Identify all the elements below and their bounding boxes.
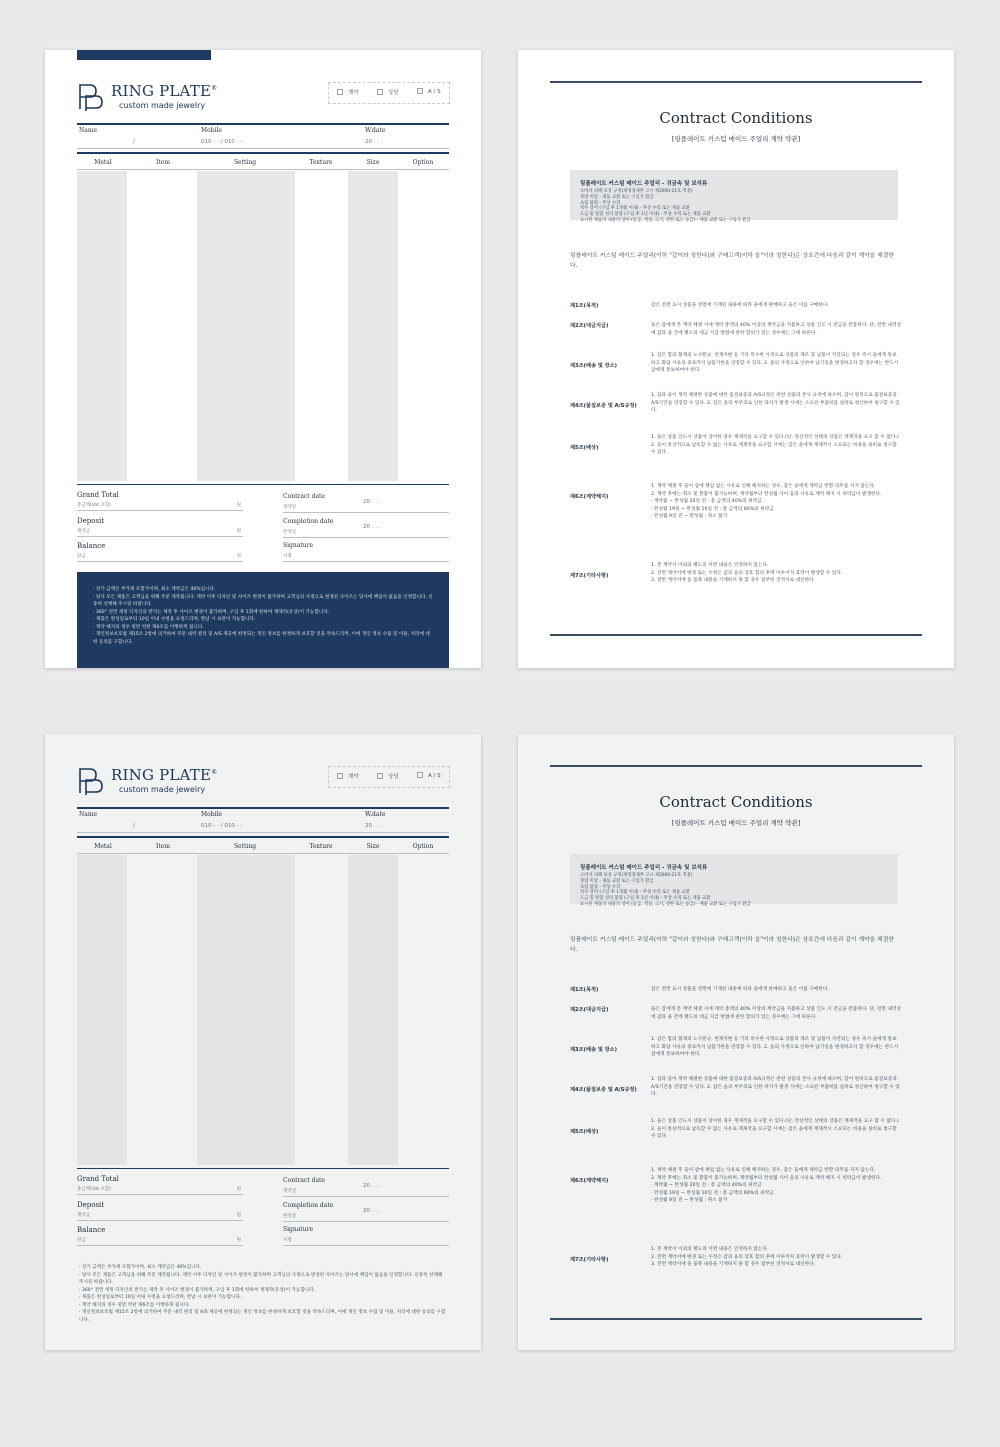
compensation-box: 링플레이트 커스텀 메이드 주얼리 - 귀금속 및 보석류 소비자 피해 보상 규정(재정경제부 고시 제2000-21호 적용) 정량 미달 - 제품 교환 또는 구입가 환급 초립 불량 - 무상 수리 치수 상이 (구입 후 1개월 이내) - 무상 수리 또는 제품 교환 도금 및 탈합 성의 불량 (구입 후 1년 이내) - 무상 수리 또는 제품 교환 표시된 제품의 내용의 상이 (등급, 색상, 크기, 전한 또는 등급) - 제품 교환 또는 구입가 환급 — [570, 854, 898, 904]
metal-column — [77, 171, 127, 481]
col-metal: Metal — [94, 843, 112, 850]
grand-total-row[interactable]: Grand Total 총금액(Vat 포함) 원 — [77, 487, 243, 511]
wdate-field[interactable]: 20 . . . — [365, 139, 383, 145]
type-checkboxes — [328, 82, 450, 104]
type-checkboxes — [328, 766, 450, 788]
checkbox-consult[interactable]: 상담 — [377, 88, 399, 96]
checkbox-contract[interactable]: 계약 — [337, 772, 359, 780]
col-size: Size — [366, 159, 380, 166]
mobile-label: Mobile — [201, 811, 222, 818]
accent-bar — [77, 50, 211, 60]
customer-info-row — [77, 123, 449, 149]
checkbox-consult[interactable]: 상담 — [377, 772, 399, 780]
ring-plate-logo-icon — [77, 82, 105, 112]
top-rule — [550, 765, 922, 767]
col-option: Option — [412, 843, 434, 850]
deposit-row[interactable]: Deposit 계약금 원 — [77, 1197, 243, 1221]
customer-info-row — [77, 807, 449, 833]
terms-notes-light: · 상기 금액은 부가세 포함가이며, 최소 계약금은 40%입니다. · 당사 모든 제품은 고객님을 위해 주문 제작됩니다. 계약 이후 디자인 및 사이즈 변경이 불가하며 고객님의 사정으로 변경된 사이즈는 당사에 책임이 없음을 인정합니다. 신중히 선택해 주시길 바랍니다. · 360° 전면 세팅 디자인의 반지는 제작 후 사이즈 변경이 불가하며, 구입 후 1회에 한하여 재제작(유상)이 가능합니다. · 제품은 완성일로부터 10일 이내 수령을 요청드리며, 완납 시 보관이 가능합니다. · 계약 해지의 경우 뒷면 약관 제6조를 이행하게 됩니다. · 개인정보보호법 제15조 2항에 의거하여 주문 내역 관리 및 A/S 제공에 한정되는 개인 정보를 한정하게 보호할 것을 약속드리며, 이에 개인 정보 수집 및 이용, 처리에 대한 동의를 구합니다. — [79, 1265, 446, 1323]
brand-name: RING PLATE — [111, 82, 212, 100]
top-rule — [550, 81, 922, 83]
col-setting: Setting — [233, 843, 257, 850]
order-form-sheet-top — [45, 50, 481, 668]
setting-column — [197, 171, 295, 481]
order-table-header — [77, 152, 449, 170]
contract-subtitle: [링플레이트 커스텀 메이드 주얼리 계약 약관] — [671, 135, 801, 143]
brand-trademark: ® — [211, 769, 218, 776]
completion-date-row[interactable]: Completion date 완성일 20 . . . — [283, 514, 449, 538]
order-table-header — [77, 836, 449, 854]
col-texture: Texture — [309, 843, 333, 850]
brand-trademark: ® — [211, 85, 218, 92]
mobile-label: Mobile — [201, 127, 222, 134]
bottom-rule — [550, 1318, 922, 1320]
contract-date-row[interactable]: Contract date 계약일 20 . . . — [283, 489, 449, 513]
logo — [77, 82, 277, 116]
checkbox-contract[interactable]: 계약 — [337, 88, 359, 96]
mobile-field[interactable]: 010 - - / 010 - - — [201, 823, 243, 829]
completion-date-row[interactable]: Completion date 완성일 20 . . . — [283, 1198, 449, 1222]
compensation-box: 링플레이트 커스텀 메이드 주얼리 - 귀금속 및 보석류 소비자 피해 보상 규정(재정경제부 고시 제2000-21호 적용) 정량 미달 - 제품 교환 또는 구입가 환급 초립 불량 - 무상 수리 치수 상이 (구입 후 1개월 이내) - 무상 수리 또는 제품 교환 도금 및 탈합 성의 불량 (구입 후 1년 이내) - 무상 수리 또는 제품 교환 표시된 제품의 내용의 상이 (등급, 색상, 크기, 전한 또는 등급) - 제품 교환 또는 구입가 환급 — [570, 170, 898, 220]
logo — [77, 766, 277, 800]
col-setting: Setting — [233, 159, 257, 166]
name-field[interactable]: / — [133, 139, 135, 145]
contract-title: Contract Conditions — [659, 793, 813, 811]
mobile-field[interactable]: 010 - - / 010 - - — [201, 139, 243, 145]
order-table-body[interactable] — [77, 855, 449, 1165]
grand-total-row[interactable]: Grand Total 총금액(Vat 포함) 원 — [77, 1171, 243, 1195]
brand-name: RING PLATE — [111, 766, 212, 784]
signature-row[interactable]: Signature 서명 — [283, 1222, 449, 1246]
metal-column — [77, 855, 127, 1165]
col-texture: Texture — [309, 159, 333, 166]
name-label: Name — [79, 127, 98, 134]
order-form-sheet-bottom — [45, 734, 481, 1350]
checkbox-as[interactable]: A / S — [417, 88, 441, 95]
col-option: Option — [412, 159, 434, 166]
contract-title: Contract Conditions — [659, 109, 813, 127]
ring-plate-logo-icon — [77, 766, 105, 796]
brand-tagline: custom made jewelry — [119, 785, 206, 794]
col-item: Item — [155, 159, 171, 166]
bottom-rule — [550, 634, 922, 636]
order-table-body[interactable] — [77, 171, 449, 481]
name-label: Name — [79, 811, 98, 818]
size-column — [348, 171, 398, 481]
name-field[interactable]: / — [133, 823, 135, 829]
contract-subtitle: [링플레이트 커스텀 메이드 주얼리 계약 약관] — [671, 819, 801, 827]
wdate-field[interactable]: 20 . . . — [365, 823, 383, 829]
col-size: Size — [366, 843, 380, 850]
terms-notes-dark: · 상기 금액은 부가세 포함가이며, 최소 계약금은 40%입니다. · 당사 모든 제품은 고객님을 위해 주문 제작됩니다. 계약 이후 디자인 및 사이즈 변경이 불가하며 고객님의 사정으로 변경된 사이즈는 당사에 책임이 없음을 인정합니다. 신중히 선택해 주시길 바랍니다. · 360° 전면 세팅 디자인의 반지는 제작 후 사이즈 변경이 불가하며, 구입 후 1회에 한하여 재제작(유상)이 가능합니다. · 제품은 완성일로부터 10일 이내 수령을 요청드리며, 완납 시 보관이 가능합니다. · 계약 해지의 경우 뒷면 약관 제6조를 이행하게 됩니다. · 개인정보보호법 제15조 2항에 의거하여 주문 내역 관리 및 A/S 제공에 한정되는 개인 정보를 한정하게 보호할 것을 약속드리며, 이에 개인 정보 수집 및 이용, 처리에 대한 동의를 구합니다. — [77, 572, 449, 668]
contract-sheet-bottom: Contract Conditions [링플레이트 커스텀 메이드 주얼리 계약 약관] 링플레이트 커스텀 메이드 주얼리 - 귀금속 및 보석류 소비자 피해 보상 규정(재정경제부 고시 제2000-21호 적용) 정량 미달 - 제품 교환 또는 구입가 환급 초립 불량 - 무상 수리 치수 상이 (구입 후 1개월 이내) - 무상 수리 또는 제품 교환 도금 및 탈합 성의 불량 (구입 후 1년 이내) - 무상 수리 또는 제품 교환 표시된 제품의 내용의 상이 (등급, 색상, 크기, 전한 또는 등급) - 제품 교환 또는 구입가 환급 링플레이트 커스텀 메이드 주얼리(이하 "갑이라 칭한다)와 구매고객(이하 을"이라 칭한다)은 상호간에 다음과 같이 계약을 체결한다. 제1조(목적) 갑은 전면 표시 상품을 전면에 기재된 내용에 따라 을에게 판매하고 을은 이를 구매한다. 제2조(대금지급) 을은 갑에게 본 계약 체결 시에 계약 총액의 40% 이상의 계약금을 지불하고 상품 인도 시 잔금을 완불한다. 단, 전면 내역상에 갑과 을 간에 별도의 대금 지급 방법에 관한 합의가 있는 경우에는 그에 따른다. 제3조(배송 및 장소) 1. 갑은 합의 협제의 노사분규, 천재지변 등 기타 특수한 사정으로 상품의 제조 및 납품이 지연되는 경우 즉시 을에게 통보하고 화답 사유의 종료까지 납품기한을 연장할 수 있다. 2. 을의 사정으로 인하여 납기일을 변경하고자 할 경우에는 반드시 갑에게 통보하여야 한다. 제4조(품질보증 및 A/S규정) 1. 갑과 을이 계약 체결한 상품에 대한 품질보증과 A/S규정은 관련 상품의 본사 규정에 따르며, 갑이 원칙으로 품질보증과 A/S기간을 연장할 수 있다. 2. 갑은 을의 부주의로 인한 파지가 발생 시에는 소요된 부품비를 실비로 청산하여 청구할 수 있다. 제5조(배상) 1. 을은 상품 인도시 상품이 상이한 경우 재제작을 요구할 수 있다.(단, 정상적인 상태의 상품은 재제작을 요구 할 수 없다.) 2. 을이 통상적으로 납득할 수 없는 사유로 재제작을 요구할 시에는 갑은 을에게 재제작시 소요되는 비용을 실비로 청구할 수 있다. 제6조(계약해지) 1. 계약 체결 후 을이 갑에 책임 없는 사유로 인해 해지하는 경우, 갑은 을에게 계약금 반환 의무를 지지 않는다. 2. 계약 후에는 취소 및 환불이 불가능하며, 계약월부터 완성월 사이 을의 사유로 계약 해지 시 위약금이 발생한다. · 계약월 ~ 완성월 20일 전 : 총 금액의 40%의 위약금 · 완성월 19일 ~ 완성월 10일 전 : 총 금액의 60%의 위약금 · 완성월 9일 전 ~ 완성월 : 취소 불가 제7조(기타사항) 1. 본 계약서 이외의 별도의 이면 내용은 인정하지 않는다. 2. 전면 계약서에 변경 또는 수정은 갑과 을의 상호 합의 후에 이루어져 효력이 발생할 수 있다. 3. 전면 계약서에 을 품목 내용을 기재하지 못 할 경우 첨부된 견적서로 대신한다. — [518, 734, 954, 1350]
contract-sheet-top: Contract Conditions [링플레이트 커스텀 메이드 주얼리 계약 약관] 링플레이트 커스텀 메이드 주얼리 - 귀금속 및 보석류 소비자 피해 보상 규정(재정경제부 고시 제2000-21호 적용) 정량 미달 - 제품 교환 또는 구입가 환급 초립 불량 - 무상 수리 치수 상이 (구입 후 1개월 이내) - 무상 수리 또는 제품 교환 도금 및 탈합 성의 불량 (구입 후 1년 이내) - 무상 수리 또는 제품 교환 표시된 제품의 내용의 상이 (등급, 색상, 크기, 전한 또는 등급) - 제품 교환 또는 구입가 환급 링플레이트 커스텀 메이드 주얼리(이하 "갑이라 칭한다)와 구매고객(이하 을"이라 칭한다)은 상호간에 다음과 같이 계약을 체결한다. 제1조(목적) 갑은 전면 표시 상품을 전면에 기재된 내용에 따라 을에게 판매하고 을은 이를 구매한다. 제2조(대금지급) 을은 갑에게 본 계약 체결 시에 계약 총액의 40% 이상의 계약금을 지불하고 상품 인도 시 잔금을 완불한다. 단, 전면 내역상에 갑과 을 간에 별도의 대금 지급 방법에 관한 합의가 있는 경우에는 그에 따른다. 제3조(배송 및 장소) 1. 갑은 합의 협제의 노사분규, 천재지변 등 기타 특수한 사정으로 상품의 제조 및 납품이 지연되는 경우 즉시 을에게 통보하고 화답 사유의 종료까지 납품기한을 연장할 수 있다. 2. 을의 사정으로 인하여 납기일을 변경하고자 할 경우에는 반드시 갑에게 통보하여야 한다. 제4조(품질보증 및 A/S규정) 1. 갑과 을이 계약 체결한 상품에 대한 품질보증과 A/S규정은 관련 상품의 본사 규정에 따르며, 갑이 원칙으로 품질보증과 A/S기간을 연장할 수 있다. 2. 갑은 을의 부주의로 인한 파지가 발생 시에는 소요된 부품비를 실비로 청산하여 청구할 수 있다. 제5조(배상) 1. 을은 상품 인도시 상품이 상이한 경우 재제작을 요구할 수 있다.(단, 정상적인 상태의 상품은 재제작을 요구 할 수 없다.) 2. 을이 통상적으로 납득할 수 없는 사유로 재제작을 요구할 시에는 갑은 을에게 재제작시 소요되는 비용을 실비로 청구할 수 있다. 제6조(계약해지) 1. 계약 체결 후 을이 갑에 책임 없는 사유로 인해 해지하는 경우, 갑은 을에게 계약금 반환 의무를 지지 않는다. 2. 계약 후에는 취소 및 환불이 불가능하며, 계약월부터 완성월 사이 을의 사유로 계약 해지 시 위약금이 발생한다. · 계약월 ~ 완성월 20일 전 : 총 금액의 40%의 위약금 · 완성월 19일 ~ 완성월 10일 전 : 총 금액의 60%의 위약금 · 완성월 9일 전 ~ 완성월 : 취소 불가 제7조(기타사항) 1. 본 계약서 이외의 별도의 이면 내용은 인정하지 않는다. 2. 전면 계약서에 변경 또는 수정은 갑과 을의 상호 합의 후에 이루어져 효력이 발생할 수 있다. 3. 전면 계약서에 을 품목 내용을 기재하지 못 할 경우 첨부된 견적서로 대신한다. — [518, 50, 954, 668]
setting-column — [197, 855, 295, 1165]
totals-section — [77, 484, 449, 564]
wdate-label: W.date — [365, 127, 386, 134]
balance-row[interactable]: Balance 잔금 원 — [77, 1222, 243, 1246]
col-item: Item — [155, 843, 171, 850]
balance-row[interactable]: Balance 잔금 원 — [77, 538, 243, 562]
col-metal: Metal — [94, 159, 112, 166]
brand-tagline: custom made jewelry — [119, 101, 206, 110]
totals-section — [77, 1168, 449, 1248]
contract-intro: 링플레이트 커스텀 메이드 주얼리(이하 "갑이라 칭한다)와 구매고객(이하 을"이라 칭한다)은 상호간에 다음과 같이 계약을 체결한다. — [570, 937, 894, 953]
signature-row[interactable]: Signature 서명 — [283, 538, 449, 562]
contract-intro: 링플레이트 커스텀 메이드 주얼리(이하 "갑이라 칭한다)와 구매고객(이하 을"이라 칭한다)은 상호간에 다음과 같이 계약을 체결한다. — [570, 253, 894, 269]
deposit-row[interactable]: Deposit 계약금 원 — [77, 513, 243, 537]
checkbox-as[interactable]: A / S — [417, 772, 441, 779]
wdate-label: W.date — [365, 811, 386, 818]
contract-date-row[interactable]: Contract date 계약일 20 . . . — [283, 1173, 449, 1197]
size-column — [348, 855, 398, 1165]
